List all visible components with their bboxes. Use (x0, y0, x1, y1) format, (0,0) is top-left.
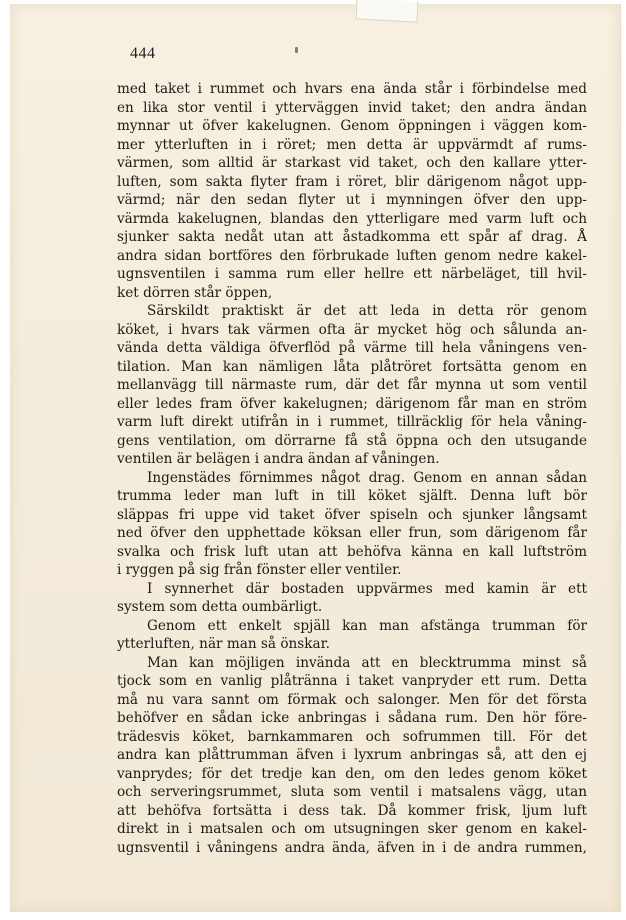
text-line: tjock som en vanlig plåtränna i taket vanpryder ett rum. Detta (117, 673, 587, 689)
text-line: mynnar ut öfver kakelugnen. Genom öppningen i väggen kom- (117, 118, 587, 134)
text-line: trumma leder man luft in till köket själft. Denna luft bör (117, 488, 587, 504)
text-line: luften, som sakta flyter fram i röret, blir därigenom något upp- (117, 173, 587, 190)
text-line: varm luft direkt utifrån in i rummet, tillräcklig för hela våning- (117, 414, 587, 430)
text-line: Ingenstädes förnimmes något drag. Genom en annan sådan (147, 469, 587, 486)
text-line: sjunker sakta nedåt utan att åstadkomma ett spår af drag. Å (117, 229, 587, 245)
text-line: ventilen är belägen i andra ändan af våningen. (117, 451, 440, 467)
text-line: ned öfver den upphettade köksan eller frun, som därigenom får (117, 525, 587, 541)
text-line: vanprydes; för det tredje kan den, om den ledes genom köket (117, 765, 587, 782)
body-text (117, 80, 587, 857)
text-line: släppas fri uppe vid taket öfver spiseln och sjunker långsamt (117, 506, 587, 523)
text-line: Man kan möjligen invända att en blecktrumma minst så (147, 654, 587, 671)
text-line: köket, i hvars tak värmen ofta är mycket hög och sålunda an- (117, 321, 587, 338)
text-line: mer ytterluften in i röret; men detta är uppvärmdt af rums- (117, 136, 587, 153)
text-line: må nu vara sannt om förmak och salonger. Men för det första (117, 691, 587, 708)
text-line: värmen, som alltid är starkast vid taket, och den kallare ytter- (117, 155, 587, 171)
page-number: 444 (130, 45, 156, 62)
text-line: vända detta väldiga öfverflöd på värme till hela våningens ven- (117, 340, 587, 356)
text-line: mellanvägg till närmaste rum, där det får mynna ut som ventil (117, 377, 587, 393)
text-line: en lika stor ventil i ytterväggen invid taket; den andra ändan (117, 99, 587, 116)
text-line: värmd; när den sedan flyter ut i mynningen öfver den upp- (117, 192, 587, 208)
paper-tab (355, 0, 418, 23)
text-line: i ryggen på sig från fönster eller ventiler. (117, 562, 402, 578)
text-line: gens ventilation, om dörrarne få stå öppna och den utsugande (117, 432, 587, 449)
text-line: och serveringsrummet, sluta som ventil i matsalens vägg, utan (117, 784, 587, 800)
text-line: behöfver en sådan icke anbringas i sådana rum. Den hör före- (117, 710, 587, 726)
text-line: ugnsventilen i samma rum eller hellre ett närbeläget, till hvil- (117, 266, 587, 282)
text-line: ugnsventil i våningens andra ända, äfven in i de andra rummen, (117, 839, 587, 856)
text-line: tilation. Man kan nämligen låta plåtröret fortsätta genom en (117, 358, 587, 375)
text-line: andra sidan bortföres den förbrukade luften genom nedre kakel- (117, 247, 587, 264)
text-line: värmda kakelugnen, blandas den ytterligare med varm luft och (117, 210, 587, 227)
text-line: med taket i rummet och hvars ena ända står i förbindelse med (117, 81, 587, 97)
text-line: svalka och frisk luft utan att behöfva känna en kall luftström (117, 543, 587, 560)
text-line: I synnerhet där bostaden uppvärmes med kamin är ett (147, 580, 587, 597)
ink-speck (295, 47, 298, 53)
text-line: system som detta oumbärligt. (117, 599, 323, 615)
text-line: trädesvis köket, barnkammaren och sofrummen till. För det (117, 728, 587, 745)
text-line: direkt in i matsalen och om utsugningen sker genom en kakel- (117, 821, 587, 837)
text-line: eller ledes fram öfver kakelugnen; därigenom får man en ström (117, 395, 587, 412)
text-line: andra kan plåttrumman äfven i lyxrum anbringas så, att den ej (117, 747, 587, 763)
text-line: Särskildt praktiskt är det att leda in detta rör genom (147, 303, 587, 319)
text-line: Genom ett enkelt spjäll kan man afstänga trumman för (147, 617, 587, 634)
text-line: att behöfva fortsätta i dess tak. Då kommer frisk, ljum luft (117, 802, 587, 819)
text-line: ket dörren står öppen, (117, 284, 273, 301)
text-line: ytterluften, när man så önskar. (117, 636, 330, 652)
